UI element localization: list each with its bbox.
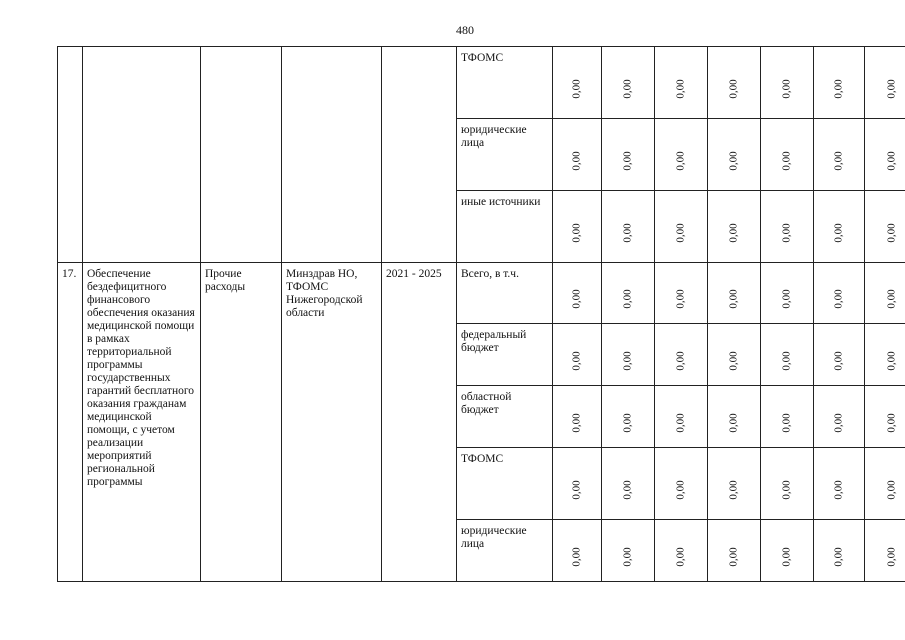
- value: 0,00: [780, 412, 793, 433]
- value: 0,00: [674, 412, 687, 433]
- value: 0,00: [570, 412, 583, 433]
- value: 0,00: [621, 222, 634, 243]
- value-cell: [602, 386, 655, 448]
- value-cell: [708, 119, 761, 191]
- value-cell: [655, 47, 708, 119]
- value: 0,00: [621, 412, 634, 433]
- value-cell: [708, 520, 761, 582]
- item-number: 17.: [62, 268, 77, 280]
- value: 0,00: [780, 222, 793, 243]
- value: 0,00: [832, 546, 845, 567]
- table-row: [58, 263, 905, 324]
- value: 0,00: [885, 222, 897, 243]
- value-cell: [761, 448, 814, 520]
- value-cell: [553, 386, 602, 448]
- value: 0,00: [780, 350, 793, 371]
- value-cell: [708, 191, 761, 263]
- value-cell: [553, 448, 602, 520]
- value: 0,00: [570, 78, 583, 99]
- value: 0,00: [780, 289, 793, 309]
- value: 0,00: [674, 350, 687, 371]
- value: 0,00: [885, 479, 897, 500]
- description-cell-empty: [83, 47, 201, 263]
- value: 0,00: [621, 350, 634, 371]
- value: 0,00: [832, 350, 845, 371]
- value: 0,00: [570, 479, 583, 500]
- value-cell: [655, 263, 708, 324]
- item-description: Обеспечение бездефицитного финансового обеспечения оказания медицинской помощи в рамках территориальной программы государственных гарантий бесплатного оказания гражданам медицинской помощи, с учетом реализации мероприятий региональной программы: [87, 268, 195, 488]
- value: 0,00: [621, 289, 634, 309]
- value: 0,00: [832, 412, 845, 433]
- value: 0,00: [570, 222, 583, 243]
- value-cell: [708, 448, 761, 520]
- value: 0,00: [727, 289, 740, 309]
- value-cell: [553, 263, 602, 324]
- source-label: ТФОМС: [461, 453, 504, 465]
- value: 0,00: [727, 350, 740, 371]
- value-cell: [553, 324, 602, 386]
- number-cell-empty: [58, 47, 83, 263]
- value-cell: [761, 520, 814, 582]
- source-cell: [457, 324, 553, 386]
- value: 0,00: [674, 546, 687, 567]
- item-executor: Минздрав НО, ТФОМС Нижегородской области: [286, 268, 363, 319]
- value-cell: [655, 119, 708, 191]
- value-cell: [655, 324, 708, 386]
- value: 0,00: [674, 289, 687, 309]
- value-cell: [865, 386, 905, 448]
- source-label: ТФОМС: [461, 52, 504, 64]
- value-cell: [865, 520, 905, 582]
- value-cell: [553, 119, 602, 191]
- value-cell: [865, 191, 905, 263]
- source-cell: [457, 191, 553, 263]
- executor-cell-empty: [282, 47, 382, 263]
- value: 0,00: [832, 222, 845, 243]
- value-cell: [602, 263, 655, 324]
- value-cell: [865, 448, 905, 520]
- value-cell: [814, 47, 865, 119]
- source-label: Всего, в т.ч.: [461, 268, 519, 280]
- value: 0,00: [832, 289, 845, 309]
- value-cell: [602, 47, 655, 119]
- value-cell: [761, 119, 814, 191]
- value: 0,00: [832, 479, 845, 500]
- value-cell: [655, 386, 708, 448]
- value-cell: [708, 47, 761, 119]
- source-label: иные источники: [461, 196, 541, 208]
- value-cell: [865, 119, 905, 191]
- value-cell: [761, 47, 814, 119]
- value: 0,00: [570, 546, 583, 567]
- source-label: юридические лица: [461, 124, 527, 149]
- value: 0,00: [885, 150, 897, 171]
- value: 0,00: [727, 150, 740, 171]
- value-cell: [761, 324, 814, 386]
- value-cell: [814, 119, 865, 191]
- value: 0,00: [885, 78, 897, 99]
- value-cell: [865, 263, 905, 324]
- value: 0,00: [674, 222, 687, 243]
- value-cell: [602, 520, 655, 582]
- source-cell: [457, 520, 553, 582]
- value-cell: [655, 191, 708, 263]
- budget-table: [57, 46, 905, 582]
- value-cell: [865, 47, 905, 119]
- source-cell: [457, 448, 553, 520]
- value-cell: [655, 448, 708, 520]
- value: 0,00: [727, 479, 740, 500]
- value-cell: [761, 386, 814, 448]
- source-label: юридические лица: [461, 525, 527, 550]
- value-cell: [814, 386, 865, 448]
- value: 0,00: [570, 150, 583, 171]
- value: 0,00: [674, 150, 687, 171]
- item-number-cell: [58, 263, 83, 582]
- source-label: федеральный бюджет: [461, 329, 527, 354]
- value: 0,00: [885, 546, 897, 567]
- item-period-cell: [382, 263, 457, 582]
- value: 0,00: [885, 289, 897, 309]
- value: 0,00: [621, 150, 634, 171]
- value-cell: [814, 324, 865, 386]
- value-cell: [553, 47, 602, 119]
- value: 0,00: [727, 546, 740, 567]
- value-cell: [708, 386, 761, 448]
- value: 0,00: [885, 412, 897, 433]
- source-cell: [457, 119, 553, 191]
- value: 0,00: [674, 78, 687, 99]
- value-cell: [814, 191, 865, 263]
- value: 0,00: [780, 150, 793, 171]
- table-row: [58, 47, 905, 119]
- value: 0,00: [780, 78, 793, 99]
- period-cell-empty: [382, 47, 457, 263]
- value-cell: [655, 520, 708, 582]
- value-cell: [602, 324, 655, 386]
- value-cell: [708, 324, 761, 386]
- value: 0,00: [727, 78, 740, 99]
- source-label: областной бюджет: [461, 391, 512, 416]
- value: 0,00: [885, 350, 897, 371]
- value-cell: [602, 448, 655, 520]
- item-executor-cell: [282, 263, 382, 582]
- value: 0,00: [621, 546, 634, 567]
- item-description-cell: [83, 263, 201, 582]
- value: 0,00: [570, 289, 583, 309]
- source-cell: [457, 47, 553, 119]
- value-cell: [761, 263, 814, 324]
- value-cell: [814, 520, 865, 582]
- item-expense-type: Прочие расходы: [205, 268, 246, 293]
- source-cell: [457, 263, 553, 324]
- item-period: 2021 - 2025: [386, 268, 442, 280]
- value-cell: [708, 263, 761, 324]
- value: 0,00: [832, 150, 845, 171]
- value-cell: [602, 191, 655, 263]
- value-cell: [865, 324, 905, 386]
- value: 0,00: [727, 412, 740, 433]
- value: 0,00: [832, 78, 845, 99]
- expense-type-cell-empty: [201, 47, 282, 263]
- value: 0,00: [727, 222, 740, 243]
- item-expense-type-cell: [201, 263, 282, 582]
- value: 0,00: [674, 479, 687, 500]
- source-cell: [457, 386, 553, 448]
- value-cell: [761, 191, 814, 263]
- value: 0,00: [621, 479, 634, 500]
- value-cell: [814, 448, 865, 520]
- value: 0,00: [780, 479, 793, 500]
- value-cell: [602, 119, 655, 191]
- value-cell: [814, 263, 865, 324]
- value-cell: [553, 520, 602, 582]
- value: 0,00: [621, 78, 634, 99]
- page-number: 480: [456, 23, 474, 37]
- value: 0,00: [570, 350, 583, 371]
- value-cell: [553, 191, 602, 263]
- value: 0,00: [780, 546, 793, 567]
